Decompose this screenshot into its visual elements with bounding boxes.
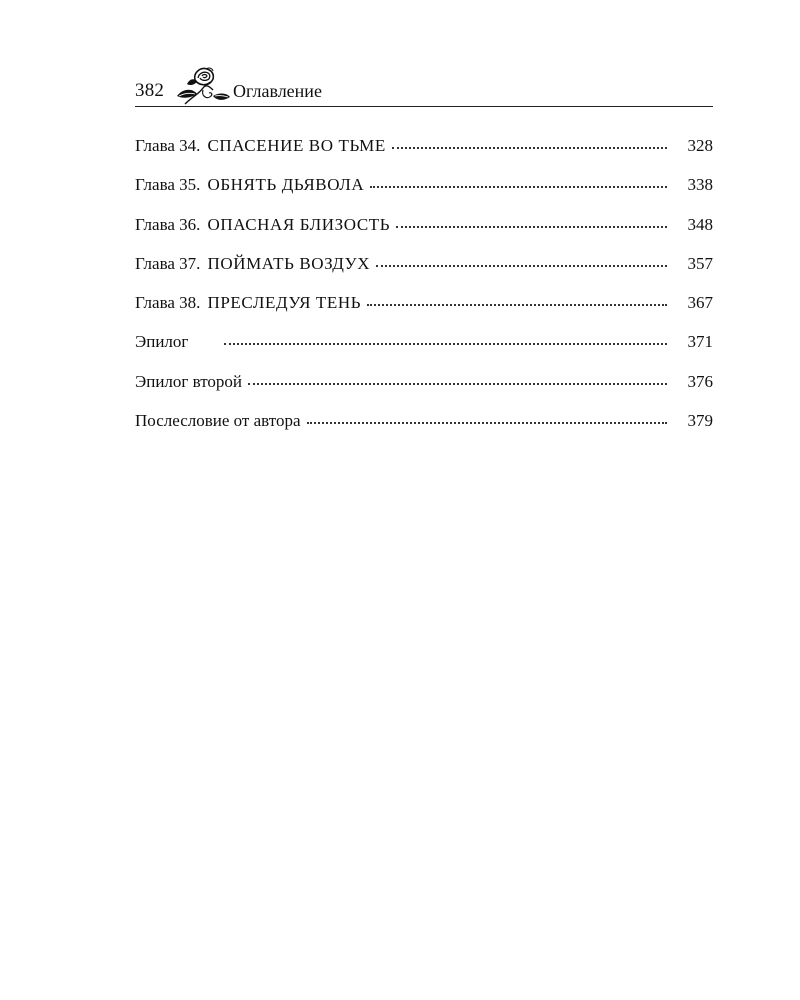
dot-leader	[370, 180, 667, 188]
page-reference: 338	[687, 175, 713, 195]
dot-leader	[367, 298, 667, 306]
section-title: Эпилог второй	[135, 371, 243, 391]
dot-leader	[224, 337, 667, 345]
section-title: Эпилог	[135, 332, 189, 352]
toc-entry[interactable]	[135, 136, 713, 175]
page-reference: 379	[687, 411, 713, 431]
chapter-title: ПРЕСЛЕДУЯ ТЕНЬ	[207, 293, 362, 313]
dot-leader	[392, 141, 667, 149]
chapter-number: Глава 34.	[135, 136, 201, 155]
running-header	[135, 66, 713, 107]
chapter-number: Глава 35.	[135, 175, 201, 195]
page-number: 382	[135, 80, 165, 101]
page-reference: 328	[687, 136, 713, 155]
page-reference: 367	[687, 293, 713, 313]
dot-leader	[248, 377, 667, 385]
toc-entry[interactable]	[135, 254, 713, 293]
running-title: Оглавление	[233, 81, 322, 101]
section-title: Послесловие от автора	[135, 411, 301, 431]
rose-ornament-icon	[173, 66, 231, 108]
toc-entry[interactable]	[135, 372, 713, 411]
page-reference: 371	[687, 332, 713, 352]
chapter-title: ПОЙМАТЬ ВОЗДУХ	[207, 253, 371, 273]
chapter-number: Глава 38.	[135, 293, 201, 313]
dot-leader	[307, 416, 667, 424]
chapter-number: Глава 36.	[135, 214, 201, 234]
toc-entry[interactable]	[135, 332, 713, 371]
page-reference: 357	[687, 253, 713, 273]
toc-entry[interactable]	[135, 175, 713, 214]
table-of-contents	[135, 136, 713, 450]
page-reference: 376	[687, 371, 713, 391]
dot-leader	[376, 259, 667, 267]
chapter-title: ОПАСНАЯ БЛИЗОСТЬ	[207, 214, 391, 234]
page-reference: 348	[687, 214, 713, 234]
chapter-title: СПАСЕНИЕ ВО ТЬМЕ	[207, 136, 386, 155]
toc-entry[interactable]	[135, 215, 713, 254]
toc-entry[interactable]	[135, 411, 713, 450]
chapter-number: Глава 37.	[135, 253, 201, 273]
dot-leader	[396, 220, 667, 228]
toc-entry[interactable]	[135, 293, 713, 332]
chapter-title: ОБНЯТЬ ДЬЯВОЛА	[207, 175, 365, 195]
